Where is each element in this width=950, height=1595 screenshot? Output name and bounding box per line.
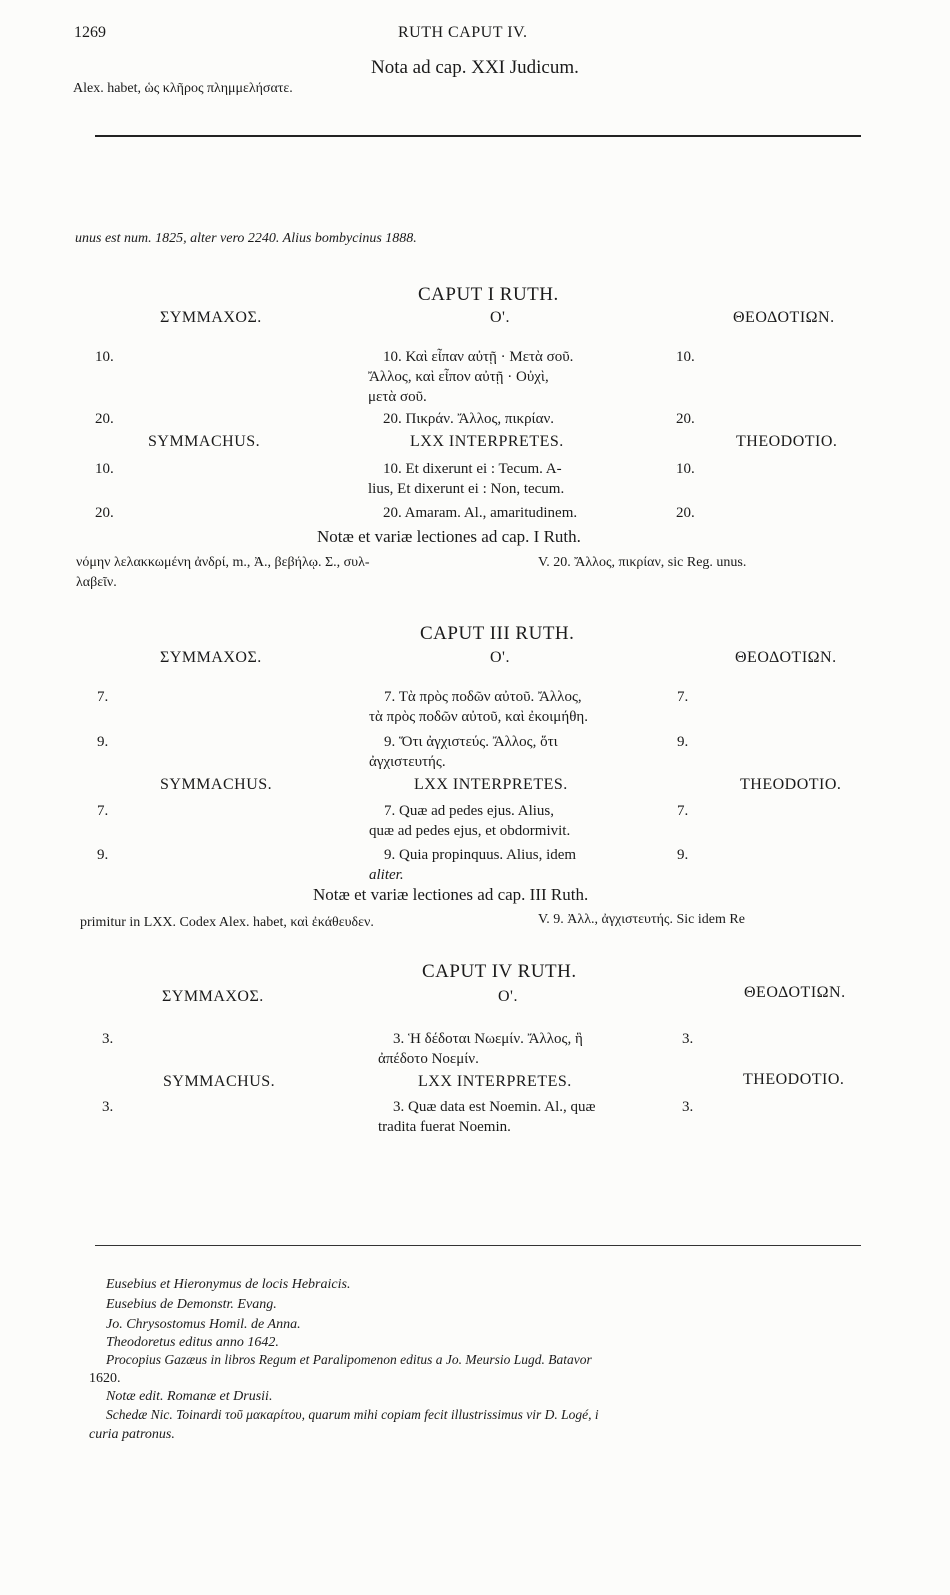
ch1-g-row1-line2: Ἄλλος, καὶ εἶπον αὐτῇ · Οὐχὶ, bbox=[368, 369, 549, 385]
ch3-l-row1-line1: 7. Quæ ad pedes ejus. Alius, bbox=[384, 803, 554, 819]
footnote-6: Notæ edit. Romanæ et Drusii. bbox=[106, 1389, 273, 1404]
ch1-l-row1-line2: lius, Et dixerunt ei : Non, tecum. bbox=[368, 481, 565, 497]
chapter1-header-symmachus-greek: ΣΥΜΜΑΧΟΣ. bbox=[160, 309, 262, 326]
chapter4-header-symmachus-greek: ΣΥΜΜΑΧΟΣ. bbox=[162, 988, 264, 1005]
footnote-rule bbox=[95, 1245, 861, 1246]
ch3-g-row1-line2: τὰ πρὸς ποδῶν αὐτοῦ, καὶ ἐκοιμήθη. bbox=[369, 709, 588, 725]
ch1-g-row1-line3: μετὰ σοῦ. bbox=[368, 389, 427, 405]
footnote-4: Theodoretus editus anno 1642. bbox=[106, 1335, 279, 1350]
ch3-g-row1-left: 7. bbox=[97, 689, 109, 705]
ch1-l-row1-right: 10. bbox=[676, 461, 695, 477]
chapter4-header-theodotion-latin: THEODOTIO. bbox=[743, 1071, 845, 1088]
ch3-g-row2-line2: ἀγχιστευτής. bbox=[369, 754, 446, 770]
ch3-l-row1-left: 7. bbox=[97, 803, 109, 819]
ch4-l-row1-line2: tradita fuerat Noemin. bbox=[378, 1119, 511, 1135]
chapter4-header-lxx-latin: LXX INTERPRETES. bbox=[418, 1073, 572, 1090]
chapter3-header-theodotion-latin: THEODOTIO. bbox=[740, 776, 842, 793]
ch3-l-row2-left: 9. bbox=[97, 847, 109, 863]
ch4-l-row1-line1: 3. Quæ data est Noemin. Al., quæ bbox=[393, 1099, 596, 1115]
ch3-l-row1-line2: quæ ad pedes ejus, et obdormivit. bbox=[369, 823, 571, 839]
chapter1-header-symmachus-latin: SYMMACHUS. bbox=[148, 433, 261, 450]
ch3-g-row1-right: 7. bbox=[677, 689, 689, 705]
ch1-l-row2-line1: 20. Amaram. Al., amaritudinem. bbox=[383, 505, 578, 521]
footnote-2: Eusebius de Demonstr. Evang. bbox=[106, 1297, 277, 1312]
ch4-g-row1-left: 3. bbox=[102, 1031, 114, 1047]
footnote-5: Procopius Gazæus in libros Regum et Paralipomenon editus a Jo. Meursio Lugd. Batavor bbox=[106, 1352, 592, 1367]
chapter3-header-theodotion-greek: ΘΕΟΔΟΤΙΩΝ. bbox=[735, 649, 837, 666]
ch1-g-row2-left: 20. bbox=[95, 411, 114, 427]
ch1-l-row2-right: 20. bbox=[676, 505, 695, 521]
chapter1-header-theodotion-greek: ΘΕΟΔΟΤΙΩΝ. bbox=[733, 309, 835, 326]
chapter3-header-lxx-latin: LXX INTERPRETES. bbox=[414, 776, 568, 793]
footnote-1: Eusebius et Hieronymus de locis Hebraicis. bbox=[106, 1277, 351, 1292]
chapter1-header-lxx-greek: Ο'. bbox=[490, 309, 510, 326]
ch3-l-row2-line2: aliter. bbox=[369, 867, 404, 883]
running-title: RUTH CAPUT IV. bbox=[398, 24, 528, 41]
ch3-g-row2-right: 9. bbox=[677, 734, 689, 750]
chapter3-notes-title: Notæ et variæ lectiones ad cap. III Ruth. bbox=[313, 885, 589, 904]
ch4-l-row1-left: 3. bbox=[102, 1099, 114, 1115]
ch1-g-row1-left: 10. bbox=[95, 349, 114, 365]
ch4-g-row1-right: 3. bbox=[682, 1031, 694, 1047]
chapter-note-heading: Nota ad cap. XXI Judicum. bbox=[371, 57, 579, 78]
ch1-g-row2-line1: 20. Πικράν. Ἄλλος, πικρίαν. bbox=[383, 411, 554, 427]
ch3-l-row2-line1: 9. Quia propinquus. Alius, idem bbox=[384, 847, 577, 863]
ch4-g-row1-line1: 3. Ἡ δέδοται Νωεμίν. Ἄλλος, ἣ bbox=[393, 1031, 583, 1047]
footnote-7-cont: curia patronus. bbox=[89, 1427, 175, 1442]
ch3-g-row1-line1: 7. Τὰ πρὸς ποδῶν αὐτοῦ. Ἄλλος, bbox=[384, 689, 582, 705]
ch1-l-row1-line1: 10. Et dixerunt ei : Tecum. A- bbox=[383, 461, 562, 477]
ch1-l-row1-left: 10. bbox=[95, 461, 114, 477]
footnote-3: Jo. Chrysostomus Homil. de Anna. bbox=[106, 1317, 301, 1332]
chapter3-notes-right: V. 9. Ἀλλ., ἀγχιστευτής. Sic idem Re bbox=[538, 912, 745, 927]
ch3-g-row2-left: 9. bbox=[97, 734, 109, 750]
manuscripts-line: unus est num. 1825, alter vero 2240. Alius bombycinus 1888. bbox=[75, 231, 417, 246]
ch4-l-row1-right: 3. bbox=[682, 1099, 694, 1115]
ch1-g-row2-right: 20. bbox=[676, 411, 695, 427]
chapter4-title: CAPUT IV RUTH. bbox=[422, 961, 577, 982]
ch3-g-row2-line1: 9. Ὅτι ἀγχιστεύς. Ἄλλος, ὅτι bbox=[384, 734, 558, 750]
chapter4-header-lxx-greek: Ο'. bbox=[498, 988, 518, 1005]
chapter3-title: CAPUT III RUTH. bbox=[420, 623, 575, 644]
chapter4-header-theodotion-greek: ΘΕΟΔΟΤΙΩΝ. bbox=[744, 984, 846, 1001]
ch1-g-row1-line1: 10. Καὶ εἶπαν αὐτῇ · Μετὰ σοῦ. bbox=[383, 349, 574, 365]
chapter1-notes-right: V. 20. Ἄλλος, πικρίαν, sic Reg. unus. bbox=[538, 555, 747, 570]
ch3-l-row2-right: 9. bbox=[677, 847, 689, 863]
ch3-l-row1-right: 7. bbox=[677, 803, 689, 819]
header-note-line: Alex. habet, ὡς κλῆρος πλημμελήσατε. bbox=[73, 81, 293, 96]
chapter1-header-theodotion-latin: THEODOTIO. bbox=[736, 433, 838, 450]
ch1-l-row2-left: 20. bbox=[95, 505, 114, 521]
footnote-7: Schedæ Nic. Toinardi τοῦ μακαρίτου, quarum mihi copiam fecit illustrissimus vir D. Logé, i bbox=[106, 1407, 599, 1422]
ch4-g-row1-line2: ἀπέδοτο Νοεμίν. bbox=[378, 1051, 479, 1067]
chapter3-notes-left: primitur in LXX. Codex Alex. habet, καὶ ἐκάθευδεν. bbox=[80, 915, 374, 930]
chapter1-notes-left-cont: λαβεῖν. bbox=[76, 575, 117, 590]
chapter3-header-symmachus-greek: ΣΥΜΜΑΧΟΣ. bbox=[160, 649, 262, 666]
chapter1-notes-title: Notæ et variæ lectiones ad cap. I Ruth. bbox=[317, 527, 581, 546]
ch1-g-row1-right: 10. bbox=[676, 349, 695, 365]
top-rule bbox=[95, 135, 861, 137]
chapter1-notes-left: νόμην λελακκωμένη ἀνδρί, m., Ἀ., βεβήλῳ. Σ., συλ- bbox=[76, 555, 370, 570]
footnote-5-cont: 1620. bbox=[89, 1371, 121, 1386]
chapter3-header-symmachus-latin: SYMMACHUS. bbox=[160, 776, 273, 793]
chapter1-title: CAPUT I RUTH. bbox=[418, 284, 559, 305]
chapter1-header-lxx-latin: LXX INTERPRETES. bbox=[410, 433, 564, 450]
chapter3-header-lxx-greek: Ο'. bbox=[490, 649, 510, 666]
page-number: 1269 bbox=[74, 24, 106, 41]
chapter4-header-symmachus-latin: SYMMACHUS. bbox=[163, 1073, 276, 1090]
